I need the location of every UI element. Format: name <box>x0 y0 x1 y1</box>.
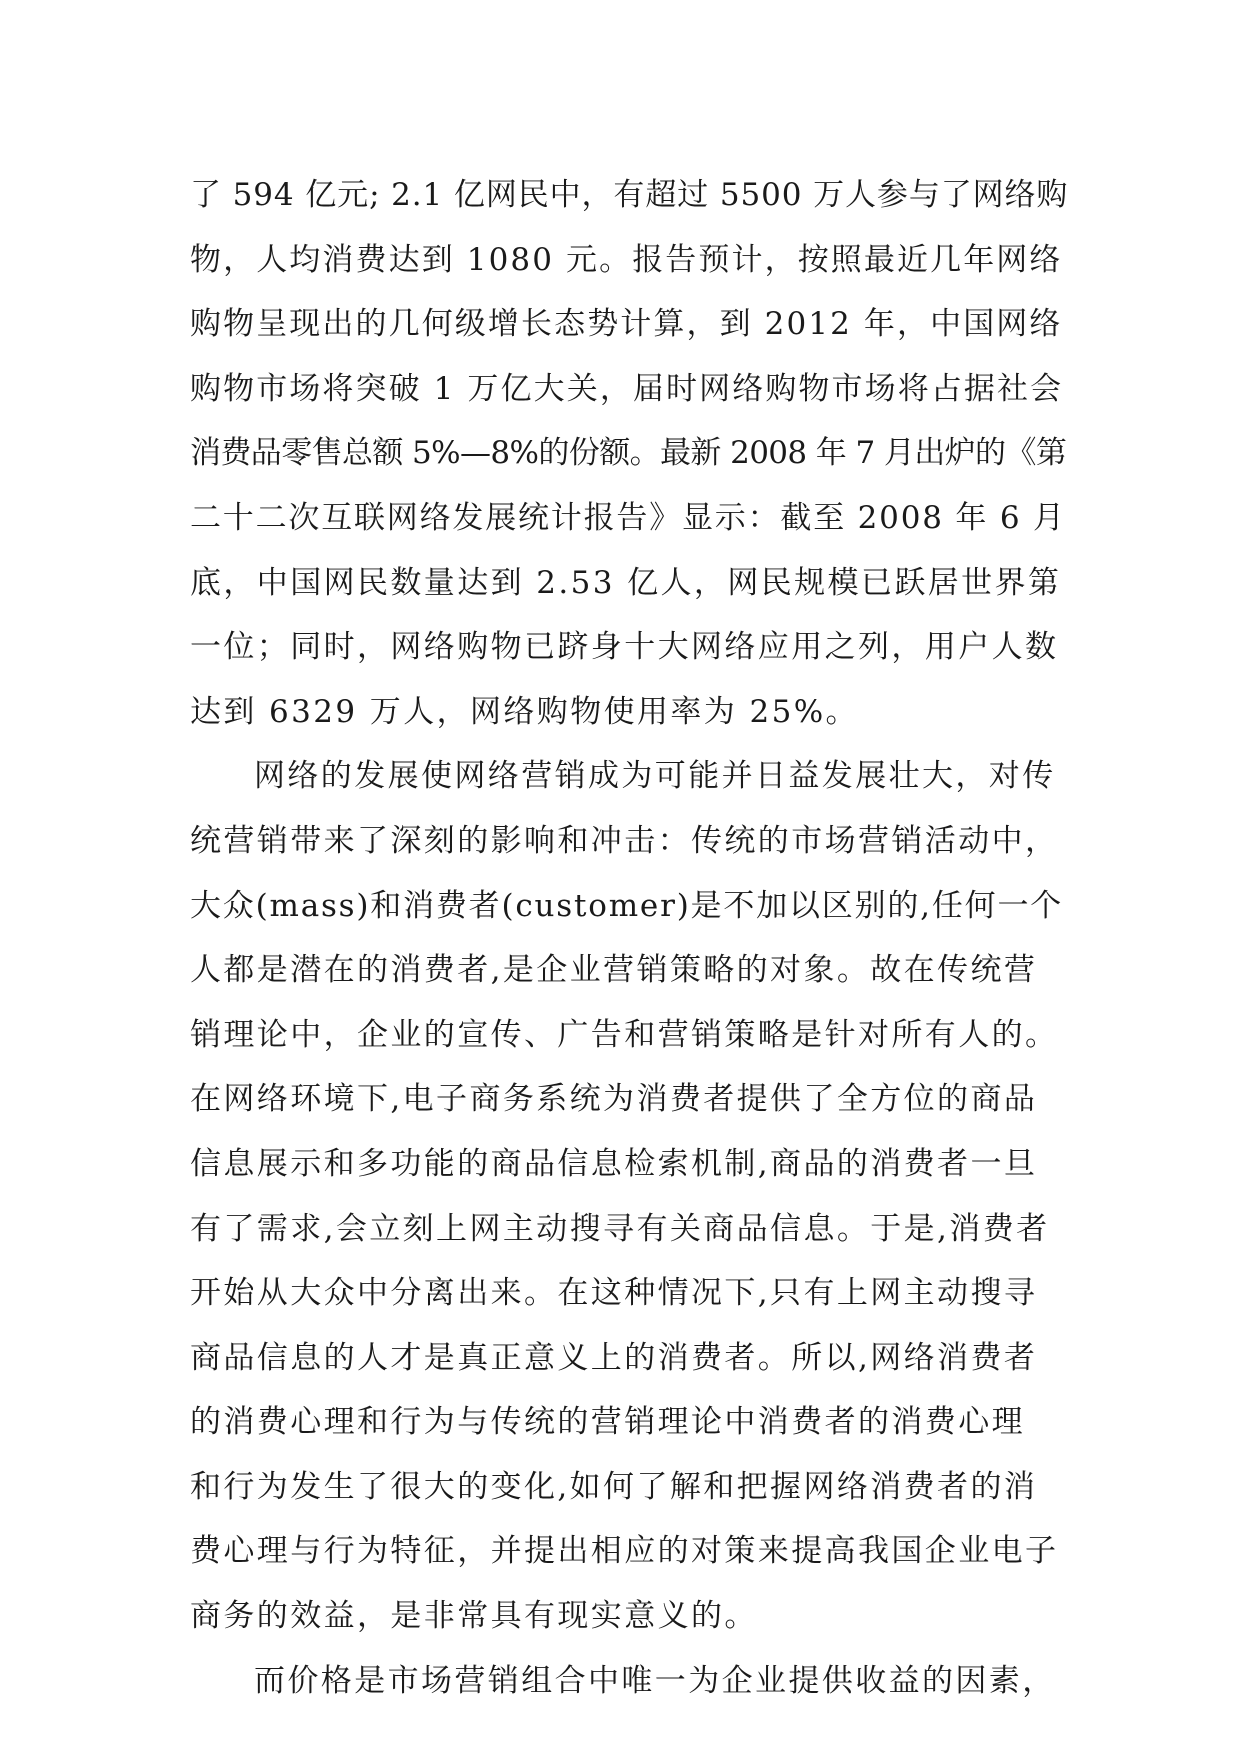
text-line: 开始从大众中分离出来。在这种情况下,只有上网主动搜寻 <box>190 1275 1038 1312</box>
paragraph-first-line: 而价格是市场营销组合中唯一为企业提供收益的因素， <box>254 1662 1056 1699</box>
text-line: 了 594 亿元; 2.1 亿网民中，有超过 5500 万人参与了网络购 <box>190 177 1069 213</box>
text-line: 有了需求,会立刻上网主动搜寻有关商品信息。于是,消费者 <box>190 1210 1050 1247</box>
text-line: 和行为发生了很大的变化,如何了解和把握网络消费者的消 <box>190 1468 1038 1505</box>
text-line: 物，人均消费达到 1080 元。报告预计，按照最近几年网络 <box>190 241 1063 278</box>
paragraph-first-line: 网络的发展使网络营销成为可能并日益发展壮大，对传 <box>254 758 1056 795</box>
text-line: 的消费心理和行为与传统的营销理论中消费者的消费心理 <box>190 1404 1025 1441</box>
text-line: 购物市场将突破 1 万亿大关，届时网络购物市场将占据社会 <box>190 370 1064 407</box>
text-line: 二十二次互联网络发展统计报告》显示：截至 2008 年 6 月 <box>190 499 1066 536</box>
text-line: 信息展示和多功能的商品信息检索机制,商品的消费者一旦 <box>190 1145 1038 1182</box>
text-line: 在网络环境下,电子商务系统为消费者提供了全方位的商品 <box>190 1081 1038 1118</box>
text-line: 达到 6329 万人，网络购物使用率为 25%。 <box>190 693 859 730</box>
body-text <box>190 163 1070 1713</box>
text-line: 底，中国网民数量达到 2.53 亿人，网民规模已跃居世界第 <box>190 564 1062 601</box>
text-line: 销理论中，企业的宣传、广告和营销策略是针对所有人的。 <box>190 1016 1059 1053</box>
text-line: 费心理与行为特征，并提出相应的对策来提高我国企业电子 <box>190 1533 1059 1570</box>
text-line: 购物呈现出的几何级增长态势计算，到 2012 年，中国网络 <box>190 306 1063 343</box>
text-line: 商品信息的人才是真正意义上的消费者。所以,网络消费者 <box>190 1339 1038 1376</box>
text-line: 统营销带来了深刻的影响和冲击：传统的市场营销活动中， <box>190 822 1059 859</box>
text-line: 一位；同时，网络购物已跻身十大网络应用之列，用户人数 <box>190 629 1059 666</box>
text-line: 商务的效益，是非常具有现实意义的。 <box>190 1598 758 1635</box>
text-line: 消费品零售总额 5%—8%的份额。最新 2008 年 7 月出炉的《第 <box>190 435 1067 472</box>
text-line: 大众(mass)和消费者(customer)是不加以区别的,任何一个 <box>190 887 1064 924</box>
text-line: 人都是潜在的消费者,是企业营销策略的对象。故在传统营 <box>190 952 1038 989</box>
